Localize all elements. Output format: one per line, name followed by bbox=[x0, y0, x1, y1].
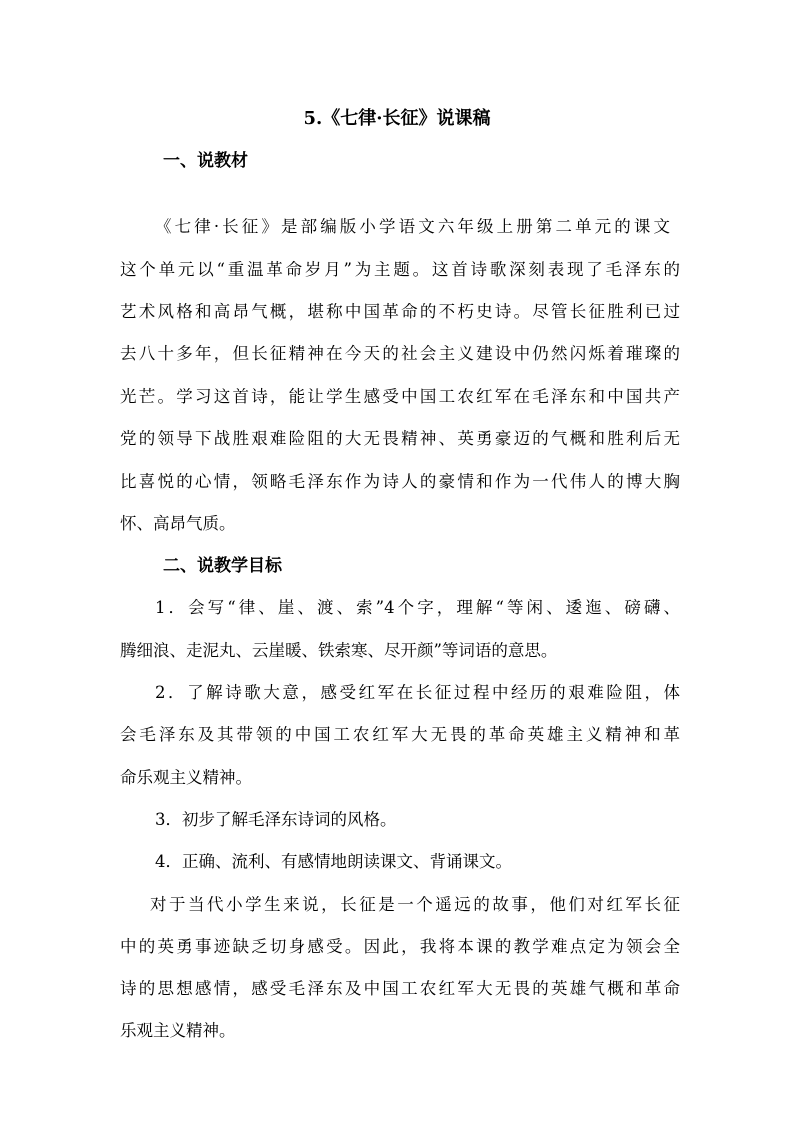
paragraph-line: 中的英勇事迹缺乏切身感受。因此，我将本课的教学难点定为领会全 bbox=[120, 937, 680, 956]
paragraph-line: 乐观主义精神。 bbox=[120, 1021, 236, 1040]
paragraph-line: 诗的思想感情，感受毛泽东及中国工农红军大无畏的英雄气概和革命 bbox=[120, 979, 680, 998]
paragraph-line: 艺术风格和高昂气概，堪称中国革命的不朽史诗。尽管长征胜利已过 bbox=[120, 302, 680, 321]
section-heading-teaching-material: 一、说教材 bbox=[163, 151, 248, 171]
paragraph-line: 比喜悦的心情，领略毛泽东作为诗人的豪情和作为一代伟人的博大胸 bbox=[120, 472, 680, 491]
paragraph-line: 怀、高昂气质。 bbox=[120, 514, 236, 533]
goal-item-2: 2．了解诗歌大意，感受红军在长征过程中经历的艰难险阻，体 bbox=[155, 683, 680, 702]
goal-item-4: 4．正确、流利、有感情地朗读课文、背诵课文。 bbox=[155, 852, 512, 871]
paragraph-line: 党的领导下战胜艰难险阻的大无畏精神、英勇豪迈的气概和胜利后无 bbox=[120, 429, 680, 448]
paragraph-line: 这个单元以“重温革命岁月”为主题。这首诗歌深刻表现了毛泽东的 bbox=[120, 260, 680, 279]
goal-item-3: 3．初步了解毛泽东诗词的风格。 bbox=[155, 810, 397, 829]
paragraph-line: 去八十多年，但长征精神在今天的社会主义建设中仍然闪烁着璀璨的 bbox=[120, 344, 680, 363]
paragraph-line: 会毛泽东及其带领的中国工农红军大无畏的革命英雄主义精神和革 bbox=[120, 725, 680, 744]
paragraph-line: 命乐观主义精神。 bbox=[120, 768, 252, 787]
goal-item-1: 1．会写“律、崖、渡、索”4个字，理解“等闲、逶迤、磅礴、 bbox=[155, 598, 680, 617]
paragraph-line: 腾细浪、走泥丸、云崖暖、铁索寒、尽开颜”等词语的意思。 bbox=[120, 641, 558, 660]
page-title: 5.《七律·长征》说课稿 bbox=[303, 108, 491, 129]
section-heading-teaching-goals: 二、说教学目标 bbox=[163, 556, 282, 576]
paragraph-line: 对于当代小学生来说，长征是一个遥远的故事，他们对红军长征 bbox=[150, 895, 680, 914]
paragraph-line: 《七律·长征》是部编版小学语文六年级上册第二单元的课文 bbox=[155, 217, 670, 236]
paragraph-line: 光芒。学习这首诗，能让学生感受中国工农红军在毛泽东和中国共产 bbox=[120, 387, 680, 406]
